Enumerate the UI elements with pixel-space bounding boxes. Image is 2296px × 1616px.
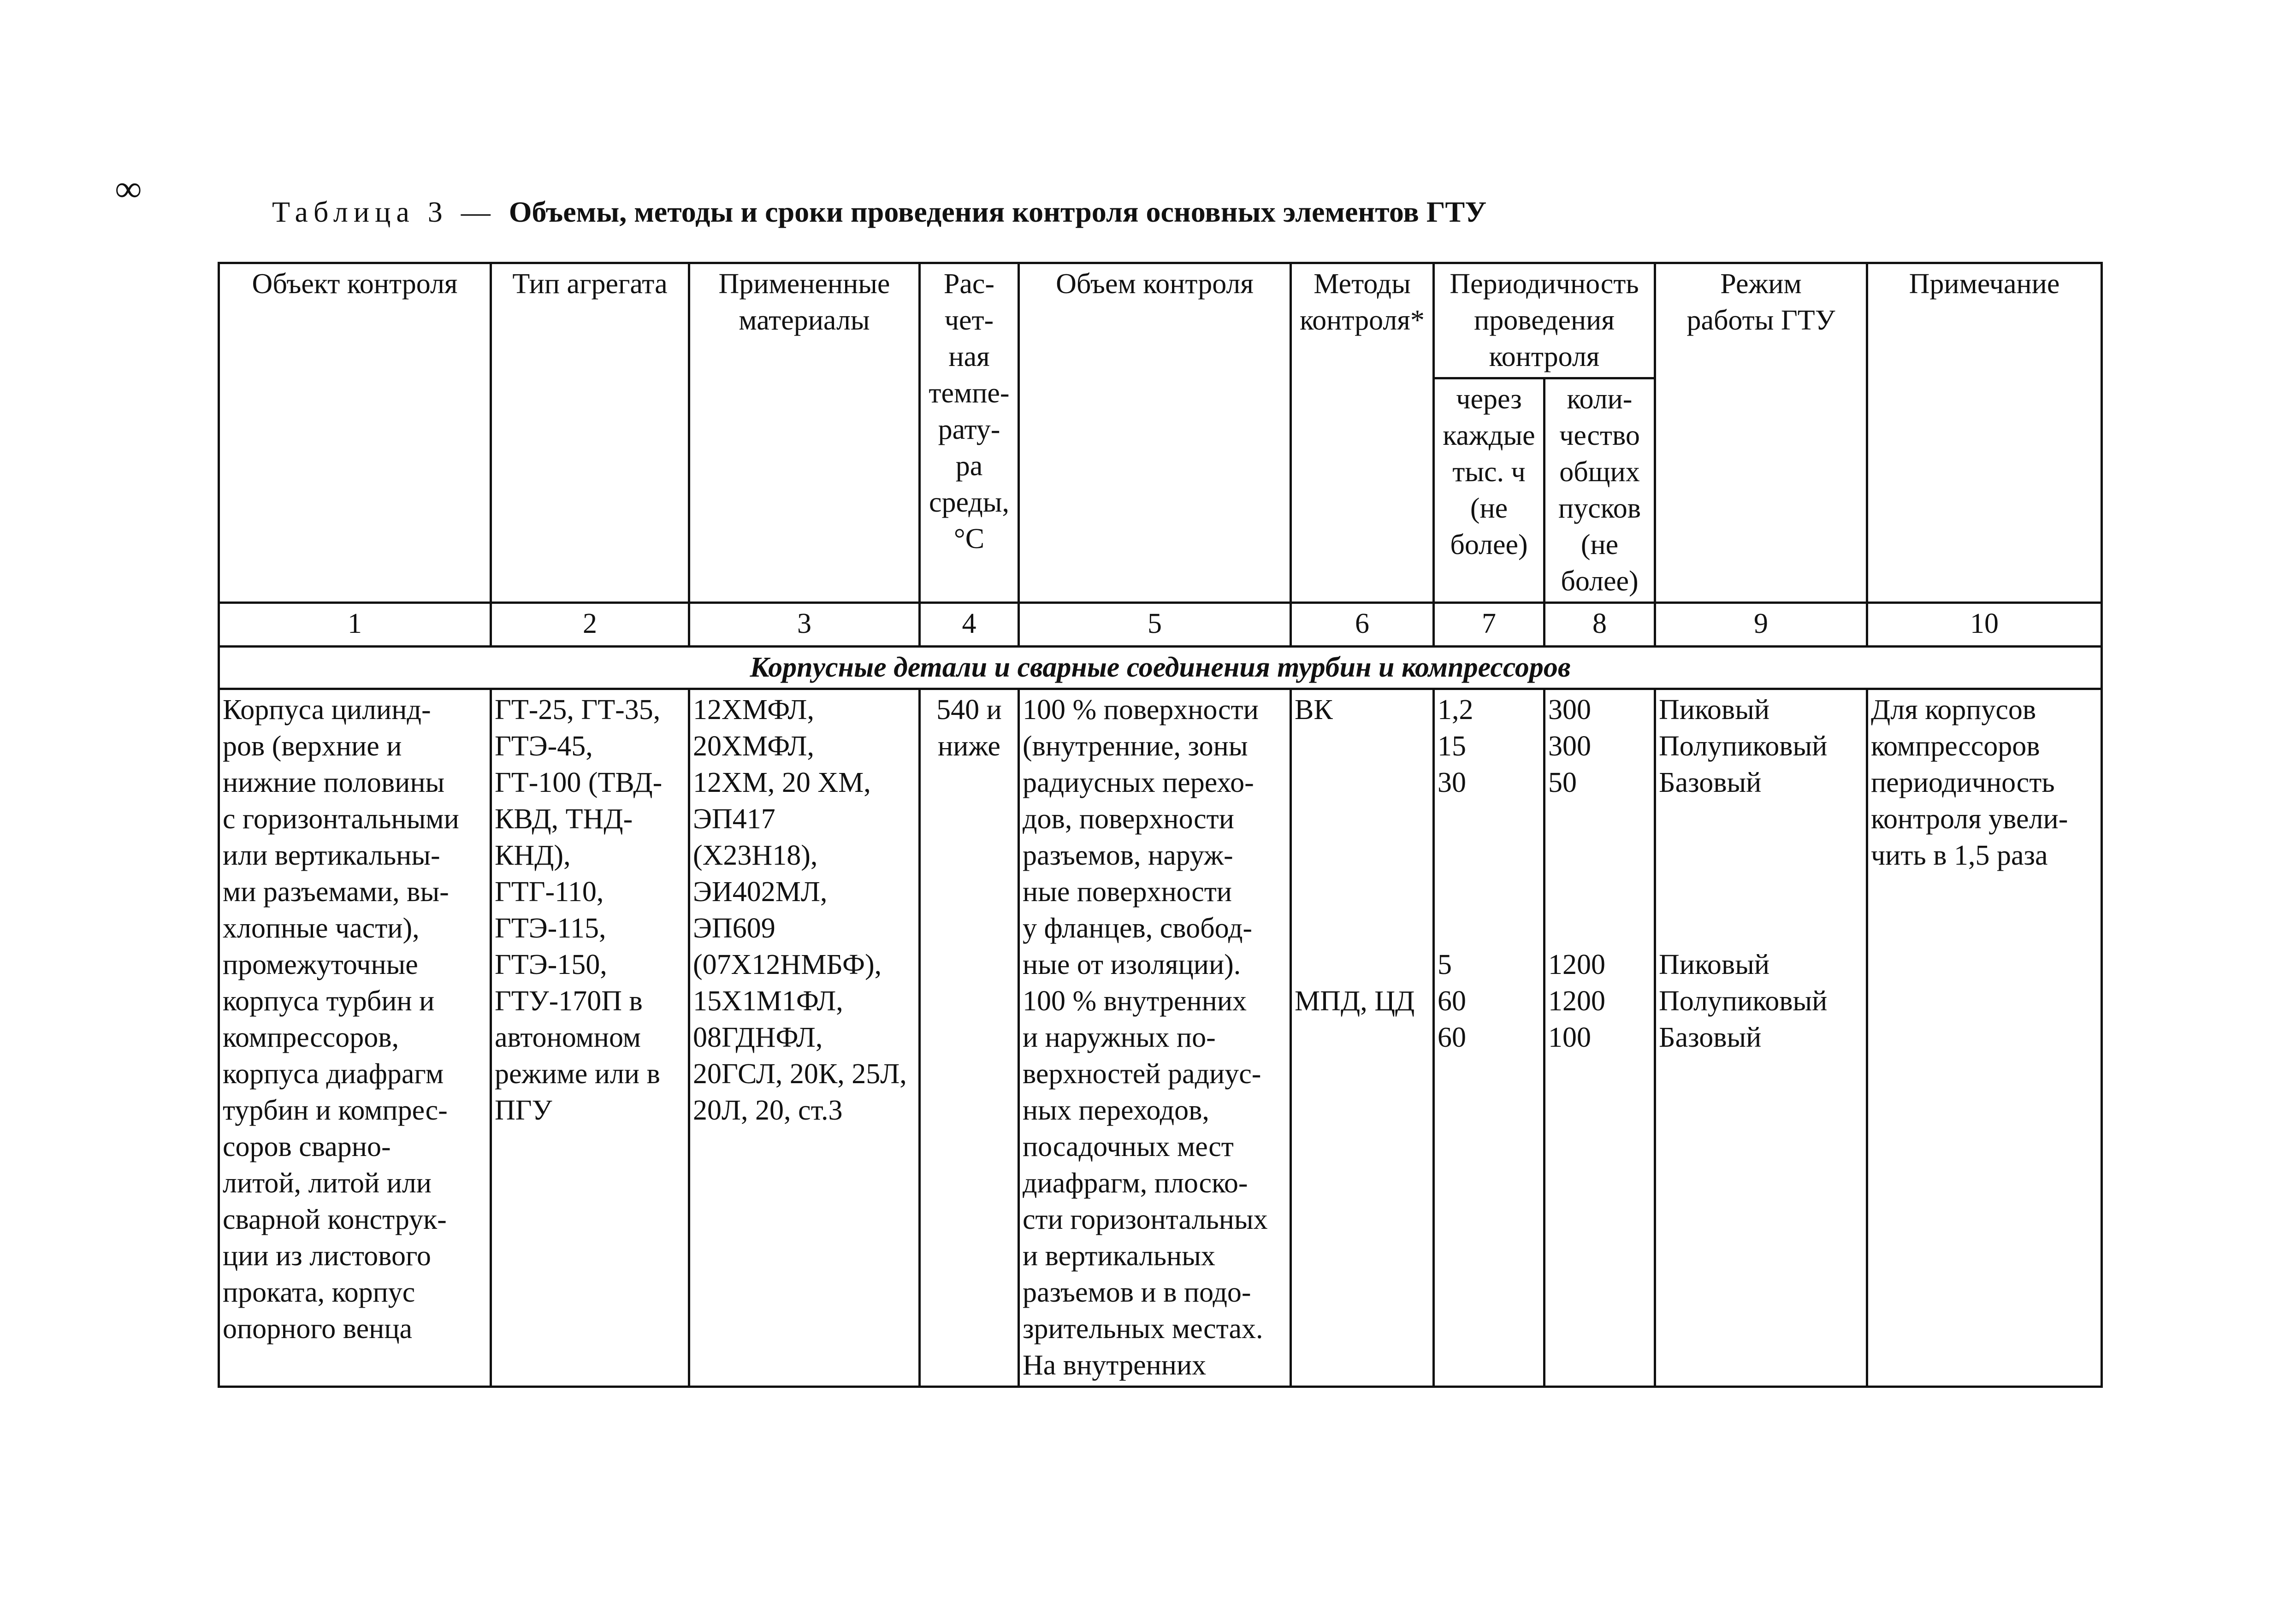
- text-line: проведения: [1474, 305, 1615, 336]
- text-line: ных переходов,: [1023, 1095, 1209, 1126]
- text-line: промежуточные: [223, 949, 418, 980]
- text-line: через: [1456, 383, 1522, 415]
- section-title: Корпусные детали и сварные соединения турбин и компрессоров: [219, 647, 2102, 689]
- text-line: зрительных местах.: [1023, 1313, 1263, 1345]
- hours-block-1: [1438, 692, 1540, 801]
- table-caption: [272, 197, 1486, 227]
- text-line: 100 % поверхности: [1023, 694, 1259, 725]
- header-starts: [1544, 378, 1655, 603]
- text-line: контроля: [1489, 341, 1600, 372]
- header-materials: [689, 263, 920, 603]
- text-line: КВД, ТНД-: [495, 803, 633, 835]
- text-line: режиме или в: [495, 1058, 660, 1090]
- text-line: материалы: [739, 305, 870, 336]
- text-line: ГТЭ-115,: [495, 913, 606, 944]
- text-line: разъемов и в подо-: [1023, 1277, 1251, 1308]
- starts-block-2: [1548, 947, 1651, 1056]
- text-line: ЭИ402МЛ,: [693, 876, 828, 908]
- text-line: сти горизонтальных: [1023, 1204, 1268, 1235]
- text-line: Пиковый: [1659, 694, 1770, 725]
- text-line: периодичность: [1871, 767, 2055, 798]
- text-line: (не: [1470, 493, 1508, 524]
- cell-mode: [1655, 689, 1867, 1387]
- text-line: (внутренние, зоны: [1023, 731, 1248, 762]
- text-line: КНД),: [495, 840, 571, 871]
- scope-block-2: [1023, 983, 1287, 1384]
- text-line: сварной конструк-: [223, 1204, 447, 1235]
- text-line: общих: [1559, 456, 1640, 488]
- text-line: ГТГ-110,: [495, 876, 604, 908]
- col-number: 2: [491, 603, 689, 647]
- text-line: верхностей радиус-: [1023, 1058, 1261, 1090]
- col-number: 1: [219, 603, 491, 647]
- header-object: Объект контроля: [219, 263, 491, 603]
- starts-block-1: [1548, 692, 1651, 801]
- text-line: рату-: [938, 414, 1000, 445]
- section-row: [219, 647, 2102, 689]
- text-line: 50: [1548, 767, 1577, 798]
- text-line: ниже: [938, 731, 1000, 762]
- text-line: Корпуса цилинд-: [223, 694, 431, 725]
- text-line: разъемов, наруж-: [1023, 840, 1233, 871]
- text-line: ми разъемами, вы-: [223, 876, 449, 908]
- text-line: у фланцев, свобод-: [1023, 913, 1253, 944]
- col-number: 3: [689, 603, 920, 647]
- text-line: проката, корпус: [223, 1277, 415, 1308]
- text-line: чет-: [944, 305, 994, 336]
- text-line: Периодичность: [1450, 268, 1639, 300]
- text-line: 12ХМФЛ,: [693, 694, 814, 725]
- method-1: ВК: [1295, 694, 1333, 725]
- text-line: пусков: [1558, 493, 1641, 524]
- text-line: 1,2: [1438, 694, 1473, 725]
- text-line: компрессоров,: [223, 1022, 399, 1053]
- text-line: ГТ-100 (ТВД-: [495, 767, 663, 798]
- text-line: соров сварно-: [223, 1131, 391, 1162]
- col-number: 5: [1019, 603, 1291, 647]
- header-temperature: [920, 263, 1019, 603]
- text-line: ра: [955, 450, 983, 482]
- text-line: 08ГДНФЛ,: [693, 1022, 823, 1053]
- text-line: °С: [953, 523, 985, 554]
- mode-block-1: [1659, 692, 1863, 801]
- text-line: контроля*: [1300, 305, 1425, 336]
- text-line: Пиковый: [1659, 949, 1770, 980]
- cell-starts: [1544, 689, 1655, 1387]
- text-line: посадочных мест: [1023, 1131, 1234, 1162]
- col-number: 7: [1434, 603, 1544, 647]
- text-line: 540 и: [936, 694, 1002, 725]
- text-line: ГТ-25, ГТ-35,: [495, 694, 661, 725]
- text-line: литой, литой или: [223, 1168, 432, 1199]
- text-line: автономном: [495, 1022, 641, 1053]
- text-line: радиусных перехо-: [1023, 767, 1254, 798]
- text-line: работы ГТУ: [1686, 305, 1835, 336]
- text-line: и вертикальных: [1023, 1240, 1215, 1272]
- col-number: 8: [1544, 603, 1655, 647]
- cell-temperature: [920, 689, 1019, 1387]
- cell-note: [1867, 689, 2102, 1387]
- text-line: ные от изоляции).: [1023, 949, 1241, 980]
- text-line: 100 % внутренних: [1023, 985, 1247, 1017]
- text-line: нижние половины: [223, 767, 445, 798]
- page-number: ∞: [115, 169, 142, 209]
- text-line: корпуса диафрагм: [223, 1058, 444, 1090]
- text-line: (не: [1580, 529, 1619, 560]
- header-periodicity: [1434, 263, 1655, 378]
- text-line: ная: [948, 341, 990, 372]
- cell-hours: [1434, 689, 1544, 1387]
- text-line: (Х23Н18),: [693, 840, 818, 871]
- header-mode: [1655, 263, 1867, 603]
- text-line: диафрагм, плоско-: [1023, 1168, 1248, 1199]
- text-line: и наружных по-: [1023, 1022, 1216, 1053]
- cell-methods: [1291, 689, 1434, 1387]
- text-line: Базовый: [1659, 767, 1762, 798]
- text-line: 5: [1438, 949, 1452, 980]
- text-line: более): [1561, 566, 1639, 597]
- control-table: [218, 262, 2103, 1388]
- text-line: ГТЭ-45,: [495, 731, 593, 762]
- text-line: Полупиковый: [1659, 731, 1828, 762]
- text-line: турбин и компрес-: [223, 1095, 448, 1126]
- text-line: 100: [1548, 1022, 1591, 1053]
- text-line: или вертикальны-: [223, 840, 440, 871]
- text-line: компрессоров: [1871, 731, 2040, 762]
- text-line: более): [1450, 529, 1528, 560]
- cell-scope: [1019, 689, 1291, 1387]
- text-line: 300: [1548, 731, 1591, 762]
- text-line: 1200: [1548, 985, 1605, 1017]
- text-line: дов, поверхности: [1023, 803, 1234, 835]
- text-line: ные поверхности: [1023, 876, 1232, 908]
- text-line: Рас-: [943, 268, 995, 300]
- text-line: 60: [1438, 985, 1466, 1017]
- text-line: 60: [1438, 1022, 1466, 1053]
- caption-prefix: Таблица 3 —: [272, 195, 509, 228]
- text-line: ПГУ: [495, 1095, 552, 1126]
- text-line: ЭП609: [693, 913, 775, 944]
- text-line: Методы: [1314, 268, 1411, 300]
- text-line: 20ХМФЛ,: [693, 731, 814, 762]
- text-line: с горизонтальными: [223, 803, 459, 835]
- text-line: На внутренних: [1023, 1350, 1207, 1381]
- method-2: МПД, ЦД: [1295, 985, 1415, 1017]
- column-number-row: [219, 603, 2102, 647]
- text-line: контроля увели-: [1871, 803, 2068, 835]
- text-line: коли-: [1567, 383, 1633, 415]
- text-line: ГТУ-170П в: [495, 985, 643, 1017]
- text-line: опорного венца: [223, 1313, 413, 1345]
- text-line: ции из листового: [223, 1240, 431, 1272]
- cell-unit-type: [491, 689, 689, 1387]
- text-line: каждые: [1443, 420, 1535, 451]
- header-note: Примечание: [1867, 263, 2102, 603]
- text-line: среды,: [929, 487, 1009, 518]
- text-line: ров (верхние и: [223, 731, 402, 762]
- text-line: ЭП417: [693, 803, 775, 835]
- text-line: ГТЭ-150,: [495, 949, 607, 980]
- text-line: Полупиковый: [1659, 985, 1828, 1017]
- text-line: 15: [1438, 731, 1466, 762]
- header-unit-type: Тип агрегата: [491, 263, 689, 603]
- col-number: 6: [1291, 603, 1434, 647]
- col-number: 4: [920, 603, 1019, 647]
- header-methods: [1291, 263, 1434, 603]
- hours-block-2: [1438, 947, 1540, 1056]
- col-number: 10: [1867, 603, 2102, 647]
- cell-materials: [689, 689, 920, 1387]
- cell-object: [219, 689, 491, 1387]
- text-line: тыс. ч: [1452, 456, 1526, 488]
- text-line: 15Х1М1ФЛ,: [693, 985, 843, 1017]
- header-scope: Объем контроля: [1019, 263, 1291, 603]
- text-line: (07Х12НМБФ),: [693, 949, 882, 980]
- text-line: 20Л, 20, ст.3: [693, 1095, 843, 1126]
- text-line: 12ХМ, 20 ХМ,: [693, 767, 871, 798]
- text-line: темпе-: [929, 377, 1010, 409]
- table-row: [219, 689, 2102, 1387]
- col-number: 9: [1655, 603, 1867, 647]
- header-row: [219, 263, 2102, 378]
- text-line: корпуса турбин и: [223, 985, 435, 1017]
- text-line: Для корпусов: [1871, 694, 2036, 725]
- text-line: 30: [1438, 767, 1466, 798]
- scope-block-1: [1023, 692, 1287, 983]
- text-line: Базовый: [1659, 1022, 1762, 1053]
- text-line: 300: [1548, 694, 1591, 725]
- caption-title: Объемы, методы и сроки проведения контроля основных элементов ГТУ: [509, 195, 1487, 228]
- text-line: Режим: [1720, 268, 1802, 300]
- header-hours: [1434, 378, 1544, 603]
- mode-block-2: [1659, 947, 1863, 1056]
- text-line: 20ГСЛ, 20К, 25Л,: [693, 1058, 907, 1090]
- text-line: 1200: [1548, 949, 1605, 980]
- text-line: чить в 1,5 раза: [1871, 840, 2048, 871]
- text-line: хлопные части),: [223, 913, 420, 944]
- text-line: Примененные: [718, 268, 890, 300]
- text-line: чество: [1559, 420, 1640, 451]
